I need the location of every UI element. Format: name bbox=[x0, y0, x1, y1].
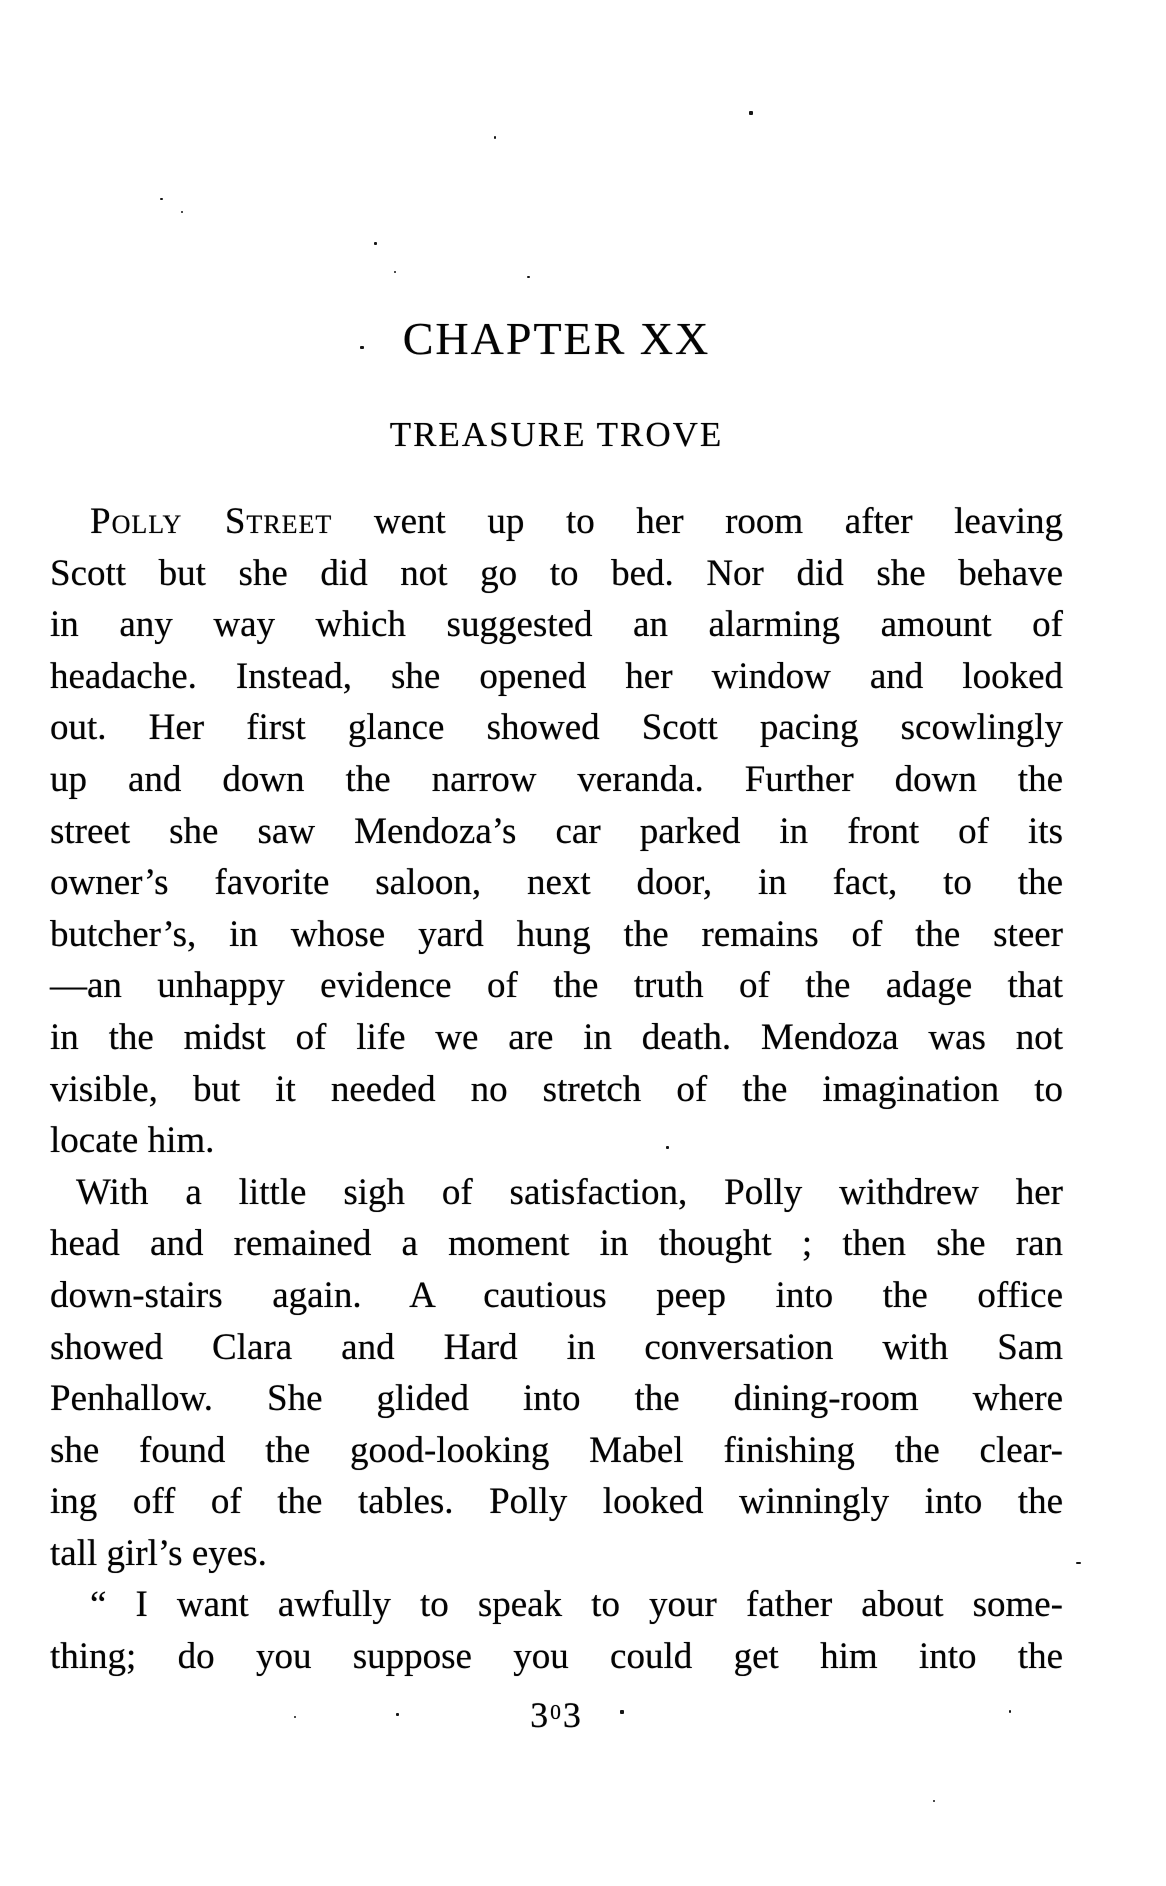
paragraph-3 bbox=[50, 1579, 1063, 1682]
scan-speck bbox=[396, 1713, 399, 1716]
text-line: in any way which suggested an alarming amount of bbox=[50, 604, 1063, 646]
text-line: “ I want awfully to speak to your father about some- bbox=[90, 1584, 1063, 1626]
text-line: she found the good-looking Mabel finishing the clear- bbox=[50, 1429, 1063, 1471]
text-line: Penhallow. She glided into the dining-room where bbox=[50, 1378, 1063, 1420]
text-line: headache. Instead, she opened her window and looked bbox=[50, 655, 1063, 697]
small-caps-character-name: Polly Street bbox=[90, 501, 333, 542]
scan-speck bbox=[360, 346, 364, 349]
text-line: With a little sigh of satisfaction, Polly withdrew her bbox=[76, 1171, 1063, 1213]
scan-speck bbox=[749, 111, 753, 115]
scan-speck bbox=[527, 276, 530, 278]
text-line: head and remained a moment in thought ; then she ran bbox=[50, 1223, 1063, 1265]
scan-speck bbox=[1076, 1562, 1081, 1564]
page-number-digit: 3 bbox=[530, 1695, 551, 1735]
text-line: locate him. bbox=[50, 1120, 215, 1162]
scan-speck bbox=[1009, 1710, 1011, 1713]
scan-speck bbox=[160, 198, 163, 200]
chapter-heading: CHAPTER XX bbox=[402, 313, 711, 364]
scan-speck bbox=[394, 271, 396, 273]
scan-speck bbox=[494, 136, 496, 139]
text-line: butcher’s, in whose yard hung the remains of the steer bbox=[50, 913, 1063, 955]
text-line: tall girl’s eyes. bbox=[50, 1532, 267, 1574]
scan-speck bbox=[620, 1710, 624, 1714]
scan-speck bbox=[374, 242, 377, 245]
text-line: thing; do you suppose you could get him into the bbox=[50, 1636, 1063, 1678]
text-line: Scott but she did not go to bed. Nor did she behave bbox=[50, 552, 1063, 594]
scan-speck bbox=[666, 1146, 669, 1149]
text-line: down-stairs again. A cautious peep into the office bbox=[50, 1274, 1063, 1316]
text-line: up and down the narrow veranda. Further down the bbox=[50, 758, 1063, 800]
text-line: ing off of the tables. Polly looked winningly into the bbox=[50, 1481, 1063, 1523]
text-line bbox=[50, 496, 1063, 548]
text-line: in the midst of life we are in death. Mendoza was not bbox=[50, 1016, 1063, 1058]
page-number bbox=[50, 1697, 1063, 1733]
page-body bbox=[50, 496, 1063, 1683]
paragraph-2 bbox=[50, 1167, 1063, 1580]
paragraph-1 bbox=[50, 496, 1063, 1167]
page-number-digit: 0 bbox=[550, 1700, 563, 1725]
text-line: out. Her first glance showed Scott pacing scowlingly bbox=[50, 707, 1063, 749]
scan-speck bbox=[181, 211, 183, 213]
text-line: showed Clara and Hard in conversation with Sam bbox=[50, 1326, 1063, 1368]
text-line: visible, but it needed no stretch of the imagination to bbox=[50, 1068, 1063, 1110]
scan-speck bbox=[294, 1716, 296, 1718]
chapter-subtitle: TREASURE TROVE bbox=[389, 415, 724, 454]
page-number-digit: 3 bbox=[562, 1695, 583, 1735]
text-line: street she saw Mendoza’s car parked in front of its bbox=[50, 810, 1063, 852]
text-run: went up to her room after leaving bbox=[373, 501, 1064, 542]
text-line: owner’s favorite saloon, next door, in fact, to the bbox=[50, 862, 1063, 904]
scan-speck bbox=[933, 1800, 935, 1802]
text-line: —an unhappy evidence of the truth of the adage that bbox=[50, 965, 1063, 1007]
